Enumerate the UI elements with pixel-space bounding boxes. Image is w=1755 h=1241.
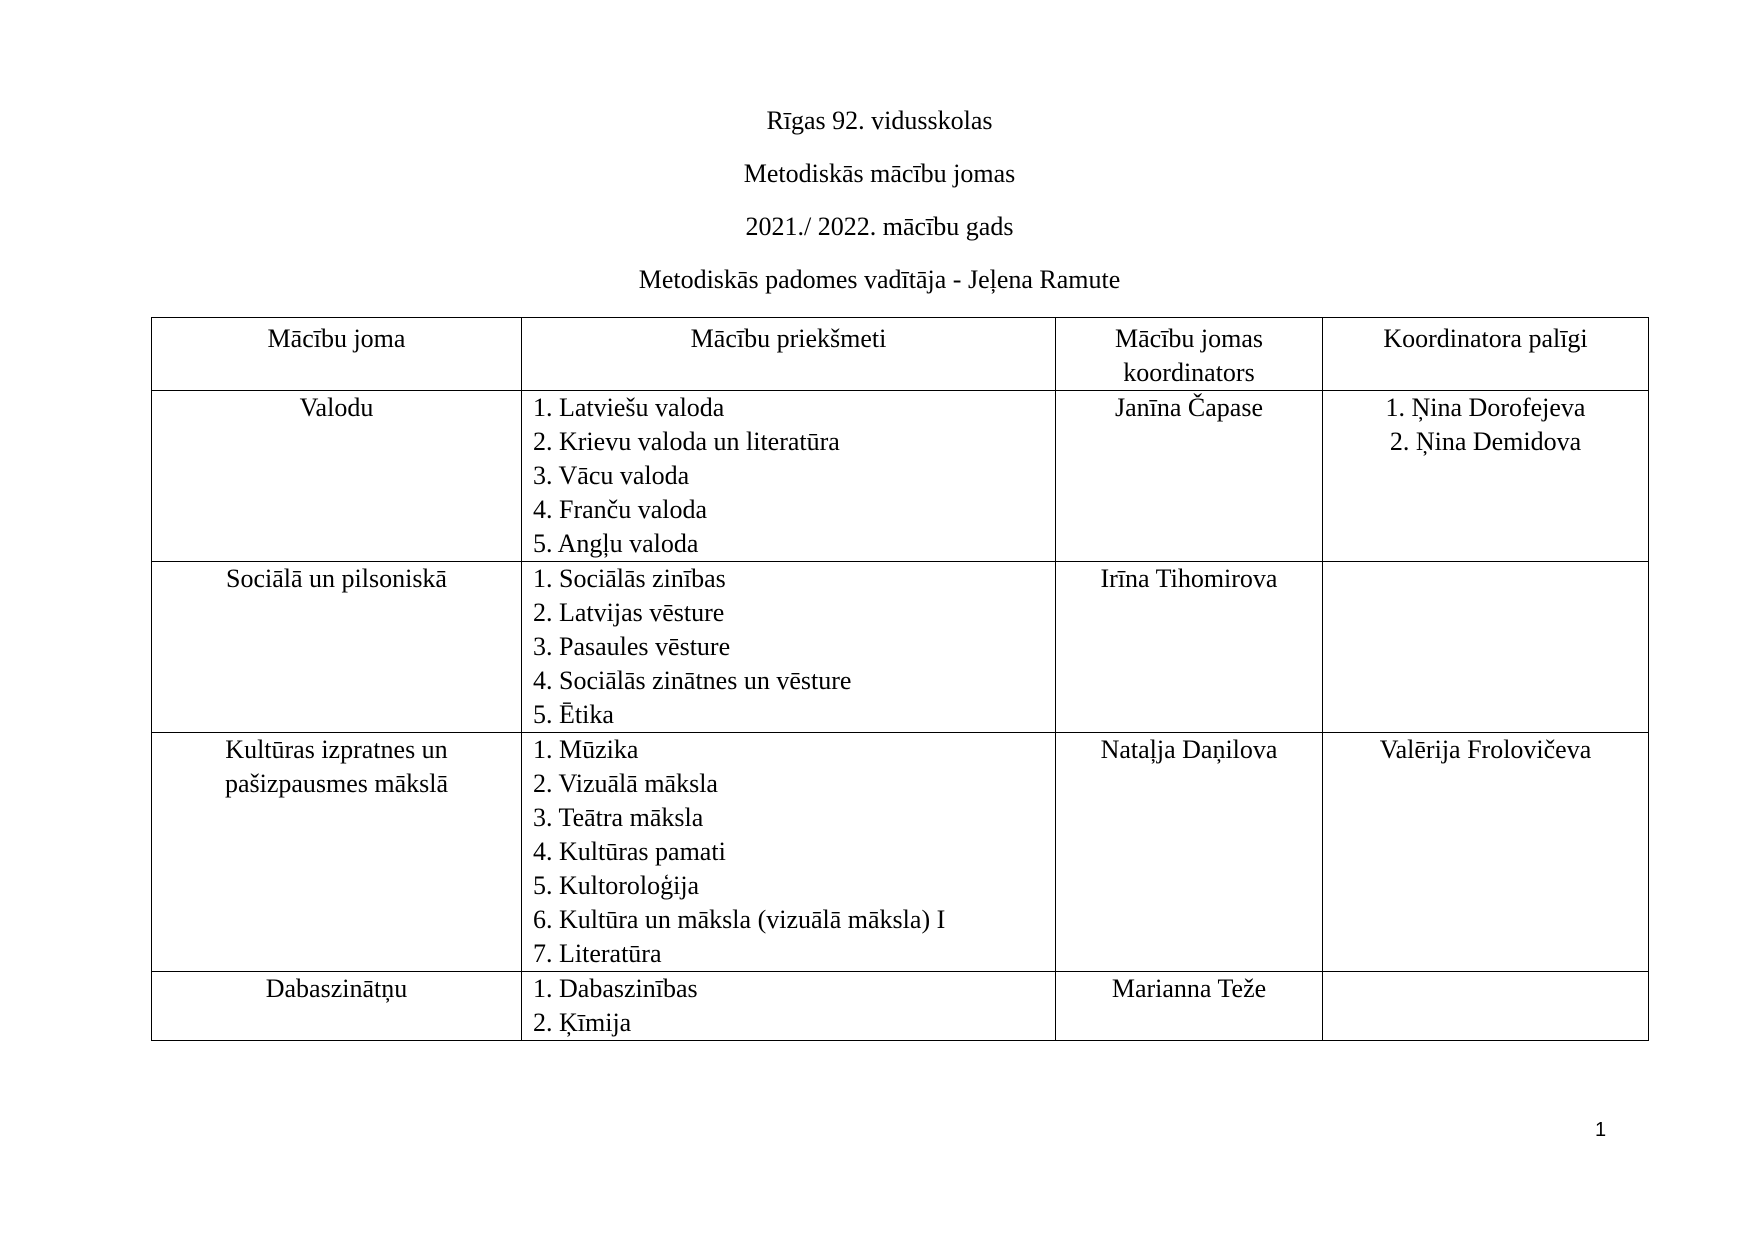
column-header-coordinator [1056,318,1323,391]
subjects-cell [522,972,1056,1041]
subject-item: 3. Pasaules vēsture [533,632,731,661]
subject-item: 4. Franču valoda [533,495,708,524]
assistants-cell [1323,972,1649,1041]
assistants-cell [1323,562,1649,733]
table-row [152,733,1649,972]
subjects-cell [522,733,1056,972]
subjects-cell [522,562,1056,733]
area-name: Valodu [299,393,374,422]
coordinator-cell: Marianna Teže [1056,972,1323,1041]
subjects-cell [522,391,1056,562]
area-name: Dabaszinātņu [265,974,408,1003]
coordinator-cell: Irīna Tihomirova [1056,562,1323,733]
table-row [152,972,1649,1041]
subject-item: 2. Krievu valoda un literatūra [533,427,840,456]
assistants-cell [1323,391,1649,562]
area-cell [152,391,522,562]
assistants-cell [1323,733,1649,972]
coordinator-cell: Janīna Čapase [1056,391,1323,562]
subject-item: 2. Ķīmija [533,1008,632,1037]
area-cell [152,733,522,972]
subject-item: 3. Vācu valoda [533,461,690,490]
area-cell [152,562,522,733]
subject-item: 1. Latviešu valoda [533,393,725,422]
coordinator-cell: Nataļja Daņilova [1056,733,1323,972]
column-header-coordinator-line: koordinators [1123,358,1255,387]
subject-item: 1. Mūzika [533,735,639,764]
assistant-item: Valērija Frolovičeva [1379,735,1592,764]
area-name: Sociālā un pilsoniskā [226,564,447,593]
page-number: 1 [1595,1119,1607,1141]
subject-item: 5. Ētika [533,700,614,729]
subject-item: 2. Vizuālā māksla [533,769,718,798]
subject-item: 1. Sociālās zinības [533,564,726,593]
area-name: pašizpausmes mākslā [224,769,449,798]
academic-year: 2021./ 2022. mācību gads [745,212,1014,241]
subject-item: 5. Angļu valoda [533,529,699,558]
subject-item: 5. Kultoroloģija [533,871,700,900]
table-row [152,562,1649,733]
school-title: Rīgas 92. vidusskolas [766,106,993,135]
subject-areas-table [151,317,1649,1041]
subject-item: 4. Kultūras pamati [533,837,726,866]
document-subtitle: Metodiskās mācību jomas [743,159,1016,188]
column-header-subjects: Mācību priekšmeti [522,318,1056,391]
column-header-assistants: Koordinatora palīgi [1323,318,1649,391]
column-header-coordinator-line: Mācību jomas [1114,324,1264,353]
subject-item: 1. Dabaszinības [533,974,698,1003]
subject-item: 6. Kultūra un māksla (vizuālā māksla) I [533,905,946,934]
table-header-row [152,318,1649,391]
subject-item: 4. Sociālās zinātnes un vēsture [533,666,852,695]
subject-item: 2. Latvijas vēsture [533,598,725,627]
council-head: Metodiskās padomes vadītāja - Jeļena Ramute [638,265,1121,294]
assistant-item: 1. Ņina Dorofejeva [1385,393,1586,422]
area-cell [152,972,522,1041]
assistant-item: 2. Ņina Demidova [1389,427,1582,456]
area-name: Kultūras izpratnes un [225,735,448,764]
subject-item: 7. Literatūra [533,939,662,968]
subject-item: 3. Teātra māksla [533,803,704,832]
column-header-area: Mācību joma [152,318,522,391]
table-row [152,391,1649,562]
